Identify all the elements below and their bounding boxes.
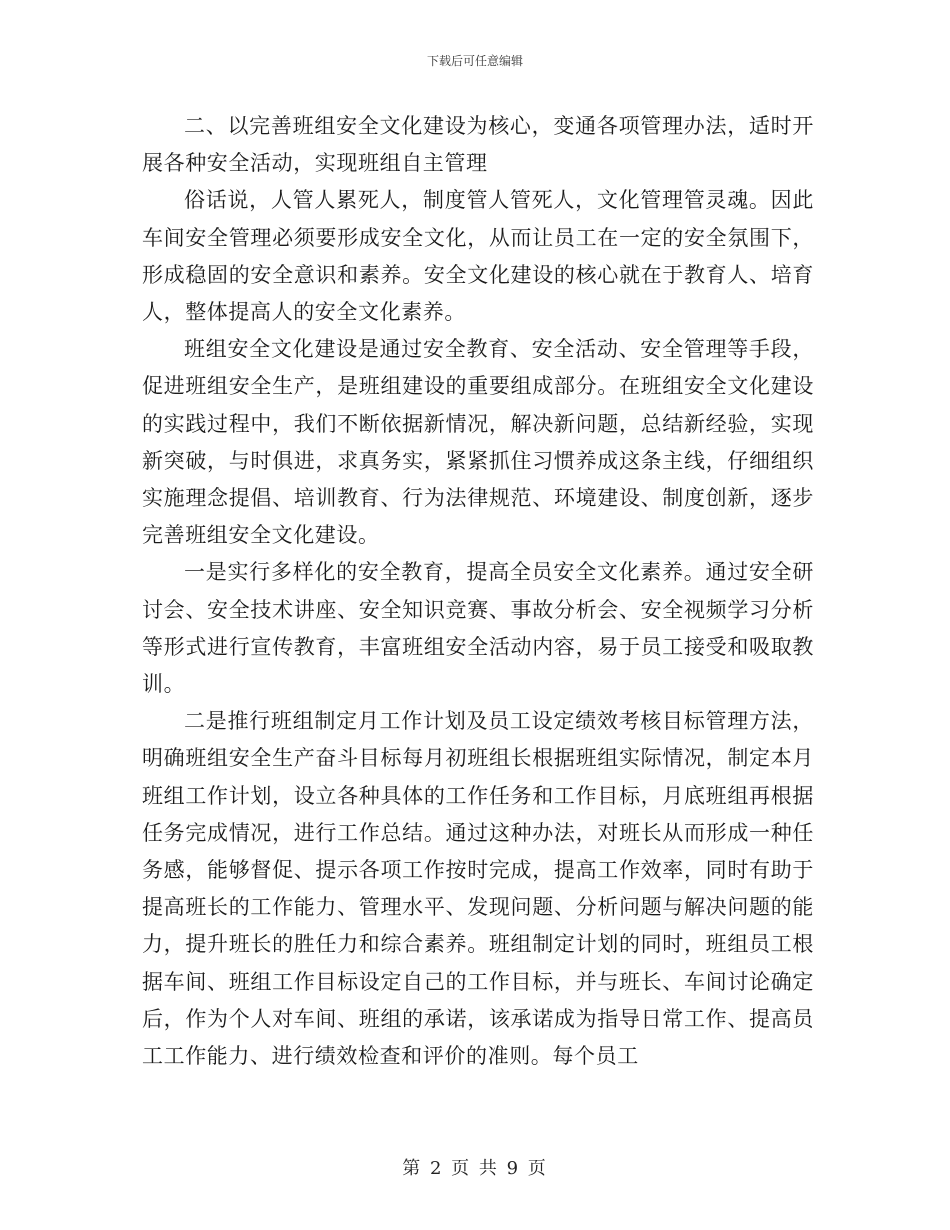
paragraph-safety-culture-intro: 俗话说，人管人累死人，制度管人管死人，文化管理管灵魂。因此车间安全管理必须要形成安全文化，从而让员工在一定的安全氛围下，形成稳固的安全意识和素养。安全文化建设的核心就在于教育人、培育人，整体提高人的安全文化素养。 (142, 188, 814, 325)
document-body (142, 108, 814, 1075)
paragraph-section-heading: 二、以完善班组安全文化建设为核心，变通各项管理办法，适时开展各种安全活动，实现班组自主管理 (142, 114, 814, 176)
paragraph-diverse-education: 一是实行多样化的安全教育，提高全员安全文化素养。通过安全研讨会、安全技术讲座、安全知识竞赛、事故分析会、安全视频学习分析等形式进行宣传教育，丰富班组安全活动内容，易于员工接受和吸取教训。 (142, 560, 814, 697)
paragraph-monthly-plan: 二是推行班组制定月工作计划及员工设定绩效考核目标管理方法，明确班组安全生产奋斗目标每月初班组长根据班组实际情况，制定本月班组工作计划，设立各种具体的工作任务和工作目标，月底班组再根据任务完成情况，进行工作总结。通过这种办法，对班长从而形成一种任务感，能够督促、提示各项工作按时完成，提高工作效率，同时有助于提高班长的工作能力、管理水平、发现问题、分析问题与解决问题的能力，提升班长的胜任力和综合素养。班组制定计划的同时，班组员工根据车间、班组工作目标设定自己的工作目标，并与班长、车间讨论确定后，作为个人对车间、班组的承诺，该承诺成为指导日常工作、提高员工工作能力、进行绩效检查和评价的准则。每个员工 (142, 709, 814, 1069)
page-footer-page-number: 第 2 页 共 9 页 (402, 1158, 548, 1179)
paragraph-team-culture-building: 班组安全文化建设是通过安全教育、安全活动、安全管理等手段，促进班组安全生产，是班组建设的重要组成部分。在班组安全文化建设的实践过程中，我们不断依据新情况，解决新问题，总结新经验，实现新突破，与时俱进，求真务实，紧紧抓住习惯养成这条主线，仔细组织实施理念提倡、培训教育、行为法律规范、环境建设、制度创新，逐步完善班组安全文化建设。 (142, 337, 814, 548)
page-header: 下载后可任意编辑 (426, 54, 523, 68)
